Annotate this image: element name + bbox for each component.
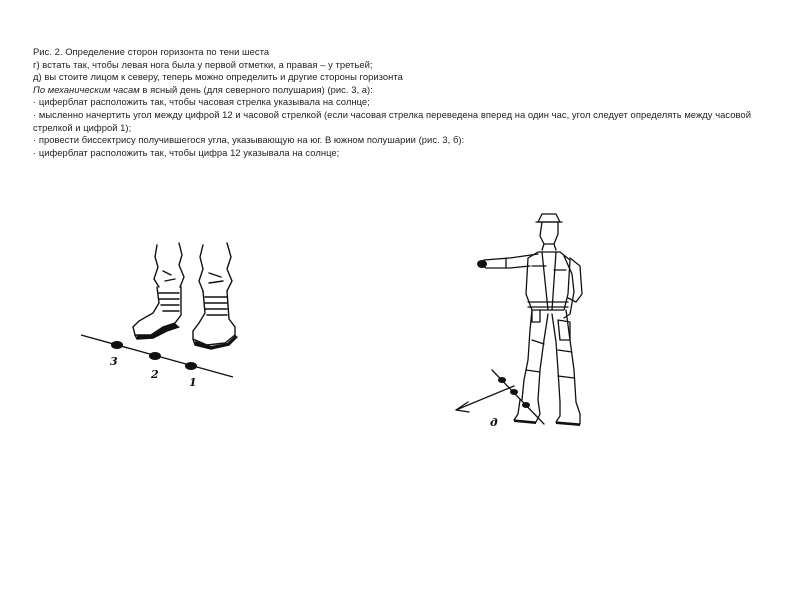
mark-1 xyxy=(185,362,197,370)
document-text xyxy=(33,46,773,159)
mark-label-1: 1 xyxy=(189,376,197,389)
soldier-illustration xyxy=(440,210,600,440)
feet-illustration xyxy=(75,235,250,400)
figure-soldier-pointing xyxy=(440,210,600,440)
figure-feet-on-marks xyxy=(75,235,250,400)
step-d: д) вы стоите лицом к северу, теперь можно определить и другие стороны горизонта xyxy=(33,71,403,83)
bullet-dial-hour-hand: · циферблат расположить так, чтобы часовая стрелка указывала на солнце; xyxy=(33,96,370,108)
bullet-dial-12: · циферблат расположить так, чтобы цифра 12 указывала на солнце; xyxy=(33,146,340,158)
figure-caption: Рис. 2. Определение сторон горизонта по тени шеста xyxy=(33,46,270,57)
bullet-bisector: · провести биссектрису получившегося угла, указывающую на юг. В южном полушарии (рис. 3, б): xyxy=(33,134,465,146)
mark-2 xyxy=(149,352,161,360)
watch-method-heading xyxy=(33,84,773,97)
watch-method-condition: в ясный день (для северного полушария) (рис. 3, а): xyxy=(139,83,373,95)
direction-label: д xyxy=(490,416,498,429)
mark-3 xyxy=(111,341,123,349)
watch-method-title: По механическим часам xyxy=(33,83,140,95)
step-g: г) встать так, чтобы левая нога была у первой отметки, а правая – у третьей; xyxy=(33,58,373,70)
mark-label-3: 3 xyxy=(110,355,118,368)
bullet-angle: · мысленно начертить угол между цифрой 12 и часовой стрелкой (если часовая стрелка переведена вперед на один час, угол следует определять между часовой стрелкой и цифрой 1); xyxy=(33,108,751,133)
mark-label-2: 2 xyxy=(151,368,159,381)
